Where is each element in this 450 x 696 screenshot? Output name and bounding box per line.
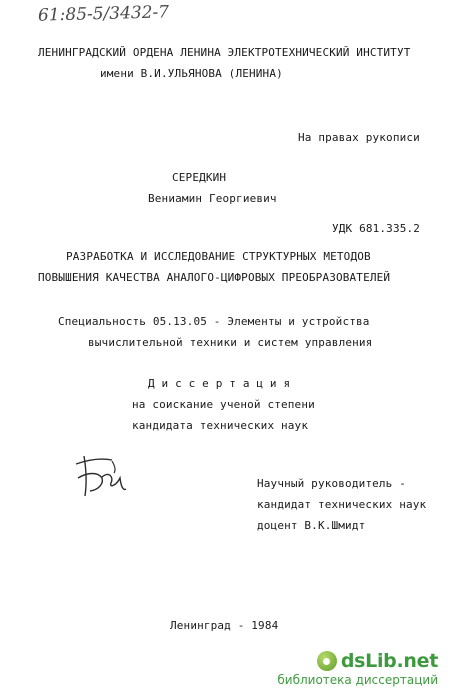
city-and-year: Ленинград - 1984 bbox=[170, 619, 279, 632]
author-given-names: Вениамин Георгиевич bbox=[148, 192, 277, 205]
advisor-name: доцент В.К.Шмидт bbox=[257, 519, 366, 532]
specialty-continued: вычислительной техники и систем управления bbox=[88, 336, 373, 349]
udc-code: УДК 681.335.2 bbox=[332, 222, 421, 235]
document-type: Д и с с е р т а ц и я bbox=[148, 377, 291, 390]
degree-sought-continued: кандидата технических наук bbox=[132, 419, 309, 432]
institute-name-continued: имени В.И.УЛЬЯНОВА (ЛЕНИНА) bbox=[100, 67, 283, 80]
author-surname: СЕРЕДКИН bbox=[172, 171, 227, 184]
degree-sought: на соискание ученой степени bbox=[132, 398, 315, 411]
handwritten-catalog-number: 61:85-5/3432-7 bbox=[37, 2, 170, 26]
advisor-degree: кандидат технических наук bbox=[257, 498, 427, 511]
watermark-brand: dsLib.net bbox=[340, 650, 438, 672]
thesis-title-continued: ПОВЫШЕНИЯ КАЧЕСТВА АНАЛОГО-ЦИФРОВЫХ ПРЕОБРАЗОВАТЕЛЕЙ bbox=[38, 271, 391, 284]
specialty: Специальность 05.13.05 - Элементы и устройства bbox=[58, 315, 370, 328]
signature-mark bbox=[68, 448, 138, 508]
manuscript-rights: На правах рукописи bbox=[298, 131, 420, 144]
watermark-subtitle: библиотека диссертаций bbox=[277, 673, 438, 687]
institute-name: ЛЕНИНГРАДСКИЙ ОРДЕНА ЛЕНИНА ЭЛЕКТРОТЕХНИЧЕСКИЙ ИНСТИТУТ bbox=[38, 46, 411, 59]
dslib-logo-icon bbox=[317, 651, 337, 671]
advisor-role: Научный руководитель - bbox=[257, 477, 406, 490]
thesis-title: РАЗРАБОТКА И ИССЛЕДОВАНИЕ СТРУКТУРНЫХ МЕТОДОВ bbox=[66, 250, 371, 263]
watermark bbox=[317, 650, 438, 672]
